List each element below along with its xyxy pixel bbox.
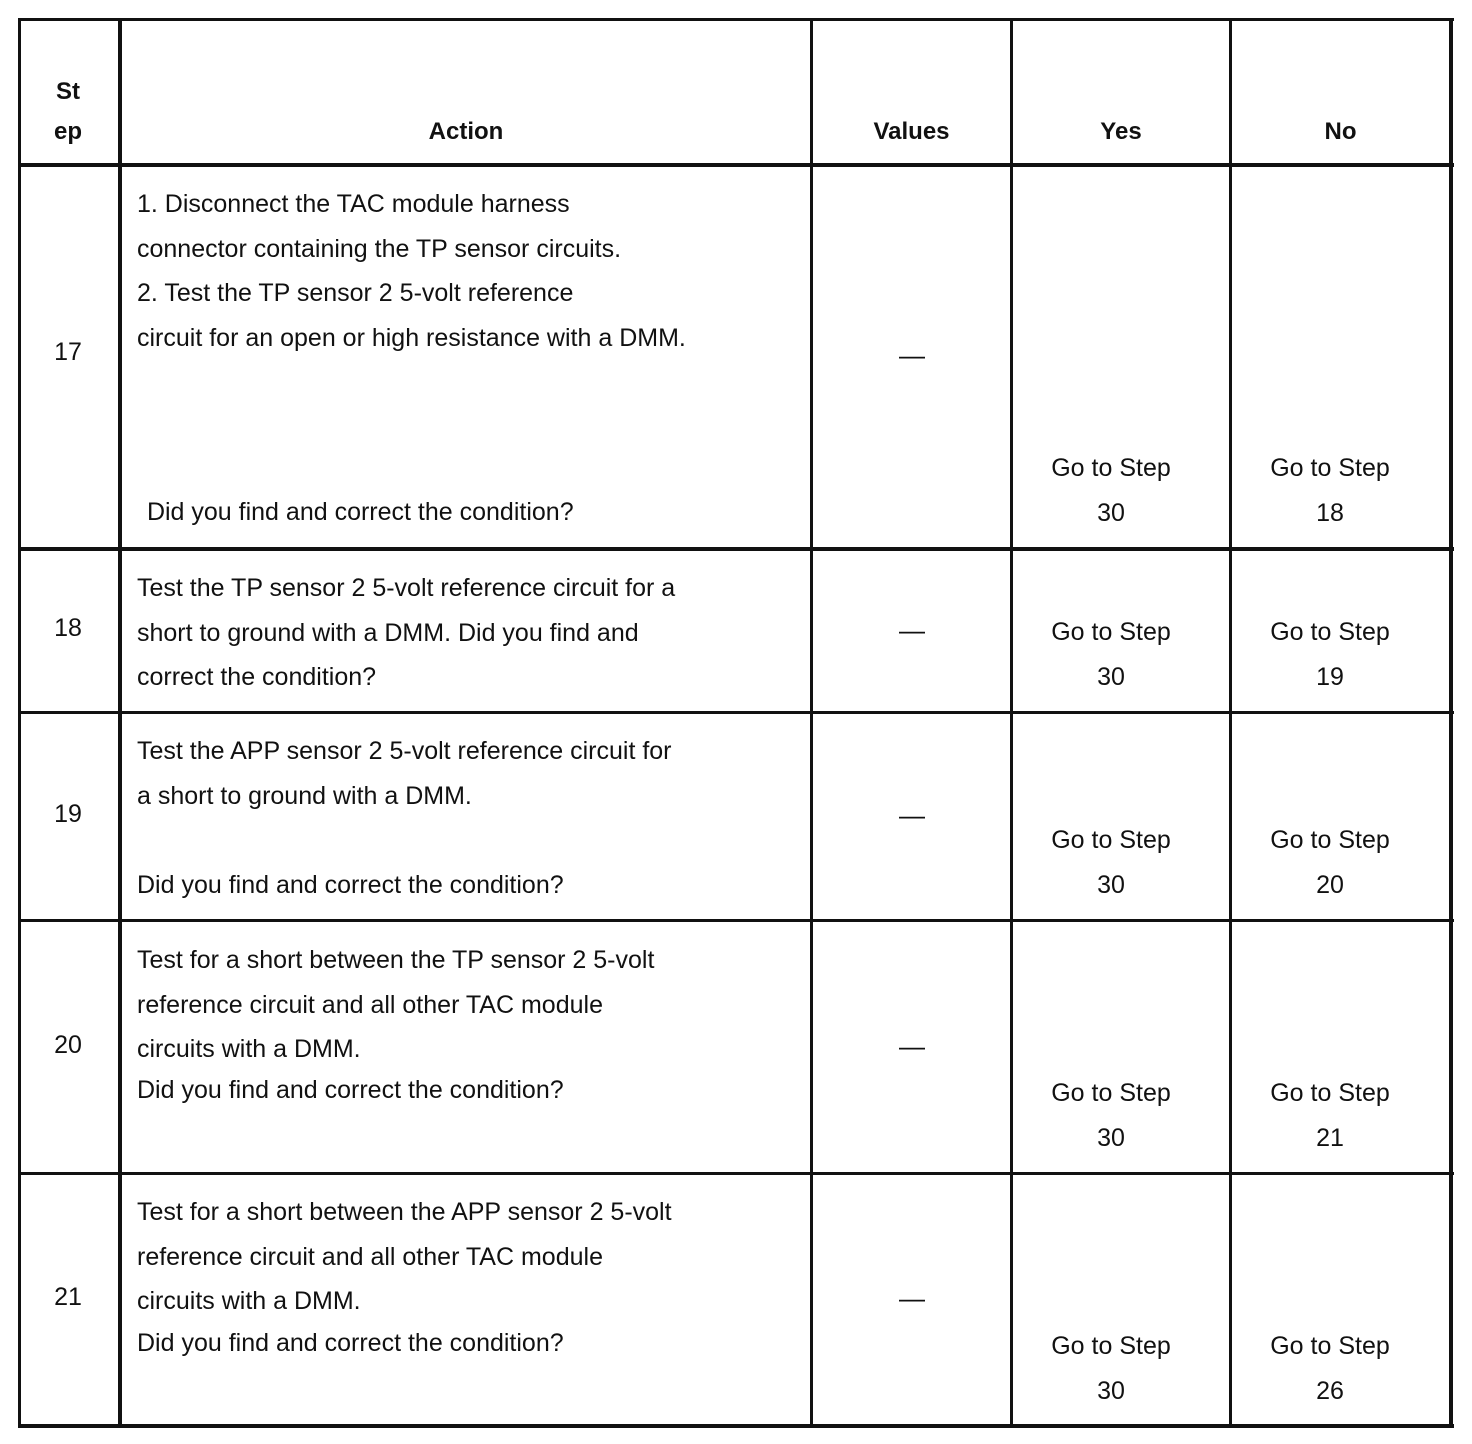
header-action: Action: [428, 118, 504, 145]
action-line: circuits with a DMM.: [137, 1287, 361, 1315]
column-divider: [118, 18, 122, 1428]
action-line: Test the TP sensor 2 5-volt reference circuit for a: [137, 574, 676, 602]
diagnostic-table: [18, 18, 1454, 1428]
yes-goto: [1013, 446, 1209, 535]
action-line: circuits with a DMM.: [137, 1035, 361, 1063]
action-question: Did you find and correct the condition?: [137, 871, 564, 899]
goto-step-number: 30: [1097, 662, 1125, 691]
goto-label: Go to Step: [1270, 618, 1390, 646]
values-dash: —: [899, 1283, 925, 1313]
goto-step-number: 30: [1097, 1123, 1125, 1152]
goto-step-number: 26: [1316, 1376, 1344, 1405]
yes-goto: [1013, 610, 1209, 699]
column-divider: [1229, 18, 1232, 1428]
column-divider: [1010, 18, 1013, 1428]
yes-goto: [1013, 1071, 1209, 1160]
row-divider: [18, 1172, 1454, 1175]
action-text: [137, 938, 654, 1072]
action-line: correct the condition?: [137, 663, 377, 691]
no-goto: [1232, 446, 1428, 535]
step-number: 20: [54, 1031, 82, 1059]
goto-label: Go to Step: [1051, 826, 1171, 854]
goto-step-number: 21: [1316, 1123, 1344, 1152]
action-line: Test the APP sensor 2 5-volt reference circuit for: [137, 737, 672, 765]
action-line: 2. Test the TP sensor 2 5-volt reference: [137, 279, 574, 307]
action-line: short to ground with a DMM. Did you find and: [137, 618, 639, 647]
goto-label: Go to Step: [1051, 618, 1171, 646]
column-divider: [810, 18, 813, 1428]
header-step-line: St: [56, 78, 80, 105]
goto-label: Go to Step: [1270, 1332, 1390, 1360]
goto-label: Go to Step: [1051, 1332, 1171, 1360]
no-goto: [1232, 610, 1428, 699]
goto-step-number: 30: [1097, 1376, 1125, 1405]
header-yes: Yes: [1100, 118, 1142, 145]
goto-step-number: 20: [1316, 870, 1344, 899]
step-number: 19: [54, 800, 82, 828]
action-line: a short to ground with a DMM.: [137, 781, 472, 810]
values-dash: —: [899, 340, 925, 370]
values-dash: —: [899, 800, 925, 830]
values-dash: —: [899, 1031, 925, 1061]
action-line: Test for a short between the TP sensor 2 5-volt: [137, 946, 655, 974]
action-question: Did you find and correct the condition?: [137, 1076, 564, 1104]
action-text: [137, 729, 672, 818]
action-text: [137, 566, 675, 700]
goto-step-number: 30: [1097, 498, 1125, 527]
action-text: [137, 182, 686, 360]
no-goto: [1232, 1071, 1428, 1160]
row-divider: [18, 163, 1454, 167]
row-divider: [18, 919, 1454, 922]
step-number: 21: [54, 1283, 82, 1311]
goto-label: Go to Step: [1270, 826, 1390, 854]
action-question: Did you find and correct the condition?: [137, 1329, 564, 1357]
action-line: reference circuit and all other TAC module: [137, 1242, 603, 1271]
header-values: Values: [873, 118, 950, 145]
action-line: 1. Disconnect the TAC module harness: [137, 190, 570, 218]
action-line: reference circuit and all other TAC module: [137, 990, 603, 1019]
table-border-bottom: [18, 1424, 1454, 1428]
table-border-left: [18, 18, 21, 1428]
action-line: connector containing the TP sensor circuits.: [137, 234, 622, 263]
action-line: circuit for an open or high resistance with a DMM.: [137, 323, 686, 352]
goto-label: Go to Step: [1051, 454, 1171, 482]
step-number: 17: [54, 338, 82, 366]
row-divider: [18, 711, 1454, 714]
row-divider: [18, 547, 1454, 551]
values-dash: —: [899, 615, 925, 645]
header-step-line: ep: [53, 118, 82, 145]
goto-label: Go to Step: [1270, 454, 1390, 482]
goto-label: Go to Step: [1051, 1079, 1171, 1107]
action-line: Test for a short between the APP sensor 2 5-volt: [137, 1198, 672, 1226]
header-no: No: [1324, 118, 1357, 145]
no-goto: [1232, 818, 1428, 907]
goto-step-number: 19: [1316, 662, 1344, 691]
action-text: [137, 1190, 672, 1324]
yes-goto: [1013, 818, 1209, 907]
action-question: Did you find and correct the condition?: [140, 498, 574, 526]
goto-step-number: 30: [1097, 870, 1125, 899]
no-goto: [1232, 1324, 1428, 1413]
yes-goto: [1013, 1324, 1209, 1413]
step-number: 18: [54, 614, 82, 642]
goto-step-number: 18: [1316, 498, 1344, 527]
table-border-right: [1449, 18, 1453, 1428]
header-step: [18, 72, 118, 152]
table-border-top: [18, 18, 1454, 21]
goto-label: Go to Step: [1270, 1079, 1390, 1107]
